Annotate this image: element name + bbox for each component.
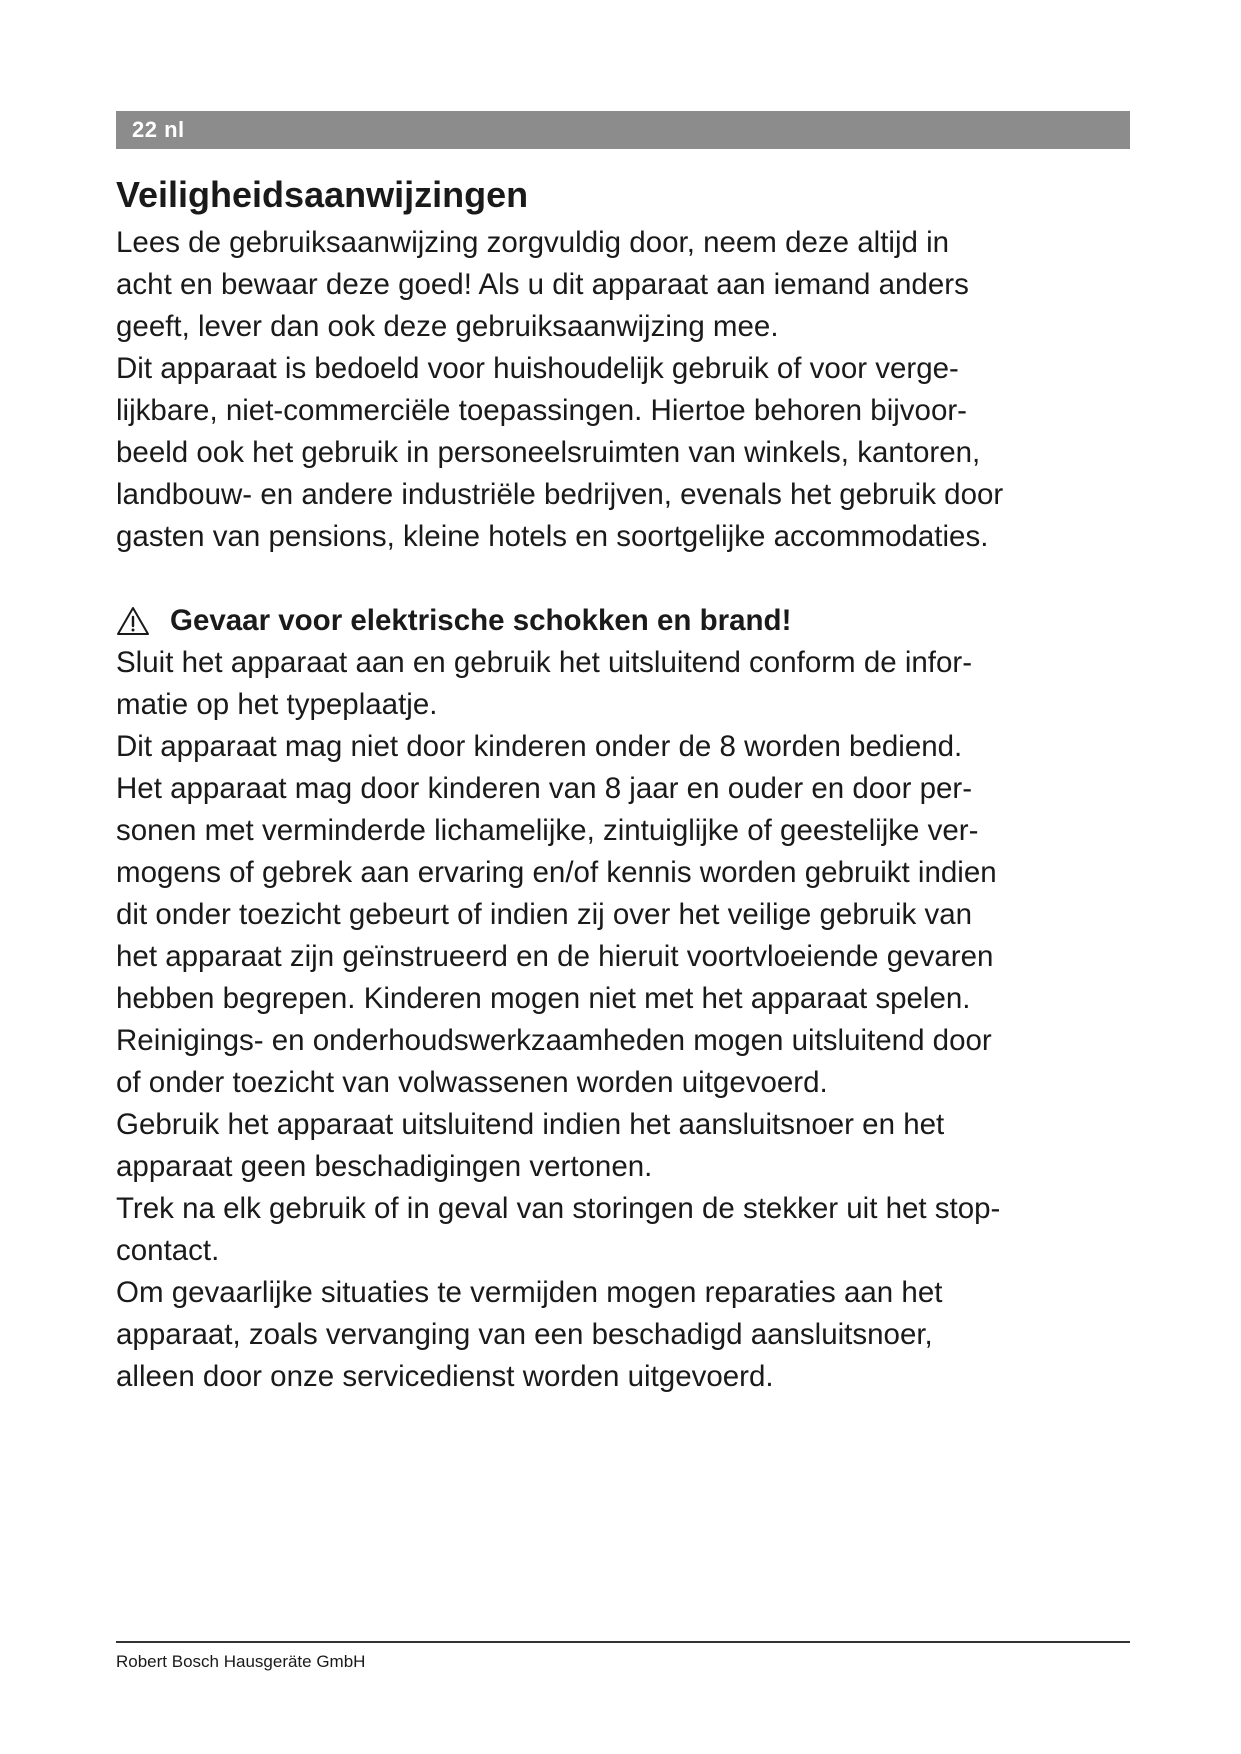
warning-paragraph-7: Om gevaarlijke situaties te vermijden mogen reparaties aan het apparaat, zoals vervanging van een beschadigd aansluitsnoer, alleen door onze servicedienst worden uitgevoerd. [116,1276,943,1393]
intro-paragraph-2: Dit apparaat is bedoeld voor huishoudelijk gebruik of voor verge- lijkbare, niet-commerciële toepassingen. Hiertoe behoren bijvoor- beeld ook het gebruik in personeelsruimten van winkels, kantoren, landbouw- en andere industriële bedrijven, evenals het gebruik door gasten van pensions, kleine hotels en soortgelijke accommodaties. [116,352,1004,553]
warning-title: Gevaar voor elektrische schokken en brand! [170,604,792,637]
warning-paragraph-6: Trek na elk gebruik of in geval van storingen de stekker uit het stop- contact. [116,1192,1001,1267]
warning-paragraph-5: Gebruik het apparaat uitsluitend indien het aansluitsnoer en het apparaat geen beschadigingen vertonen. [116,1108,945,1183]
warning-paragraph-2: Dit apparaat mag niet door kinderen onder de 8 worden bediend. [116,730,963,763]
section-spacer [116,558,1136,600]
intro-paragraph-1: Lees de gebruiksaanwijzing zorgvuldig door, neem deze altijd in acht en bewaar deze goed! Als u dit apparaat aan iemand anders geeft, lever dan ook deze gebruiksaanwijzing mee. [116,226,969,343]
page-header-bar [116,111,1130,149]
footer-divider [116,1641,1130,1643]
warning-paragraph-4: Reinigings- en onderhoudswerkzaamheden mogen uitsluitend door of onder toezicht van volwassenen worden uitgevoerd. [116,1024,992,1099]
page-number-label: 22 nl [132,117,185,142]
warning-heading [116,600,1136,642]
section-title: Veiligheidsaanwijzingen [116,174,529,215]
footer-company: Robert Bosch Hausgeräte GmbH [116,1652,366,1671]
warning-paragraph-1: Sluit het apparaat aan en gebruik het uitsluitend conform de infor- matie op het typeplaatje. [116,646,973,721]
warning-paragraph-3: Het apparaat mag door kinderen van 8 jaar en ouder en door per- sonen met verminderde lichamelijke, zintuiglijke of geestelijke ver- mogens of gebrek aan ervaring en/of kennis worden gebruikt indien dit onder toezicht gebeurt of indien zij over het veilige gebruik van het apparaat zijn geïnstrueerd en de hieruit voortvloeiende gevaren hebben begrepen. Kinderen mogen niet met het apparaat spelen. [116,772,997,1015]
page-content [116,168,1136,1398]
warning-triangle-icon [116,606,150,636]
